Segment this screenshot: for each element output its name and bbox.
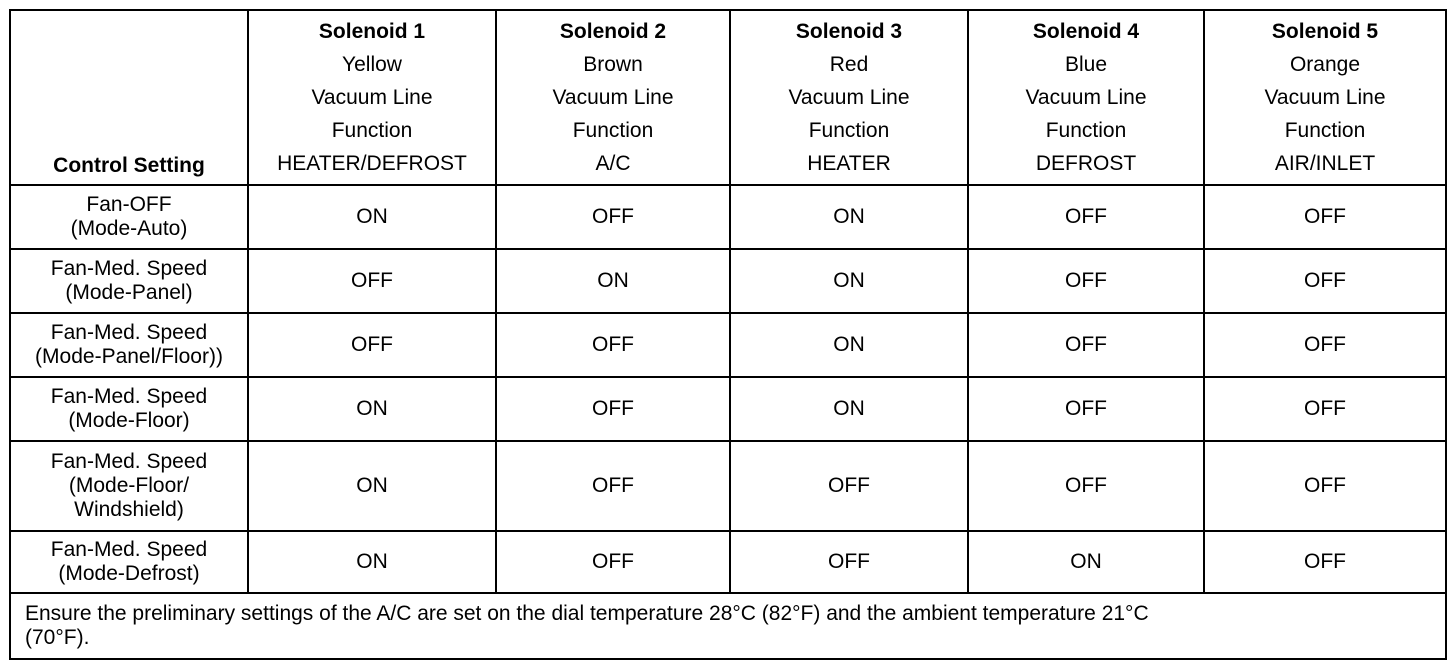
solenoid-state-cell: OFF [1204, 441, 1446, 531]
control-setting-cell [10, 441, 248, 531]
solenoid-state-cell: OFF [1204, 185, 1446, 249]
solenoid-state-cell: ON [730, 313, 968, 377]
control-setting-cell [10, 313, 248, 377]
solenoid-state-cell: OFF [496, 531, 730, 593]
solenoid-state-cell: OFF [1204, 531, 1446, 593]
table-row [10, 185, 1446, 249]
solenoid-function: DEFROST [1035, 152, 1137, 175]
solenoid-state-cell: OFF [968, 441, 1204, 531]
solenoid-state-cell: OFF [496, 185, 730, 249]
control-setting-cell [10, 249, 248, 313]
setting-line: Windshield) [74, 498, 184, 521]
solenoid-state-cell: OFF [730, 531, 968, 593]
setting-line: Fan-Med. Speed [50, 450, 208, 473]
setting-line: (Mode-Floor/ [68, 474, 190, 497]
control-setting-header: Control Setting [10, 10, 248, 185]
solenoid-function: A/C [595, 152, 631, 175]
control-setting-cell [10, 531, 248, 593]
solenoid-function: HEATER [807, 152, 891, 175]
solenoid-state-cell: OFF [968, 185, 1204, 249]
solenoid-state-cell: OFF [496, 377, 730, 441]
solenoid-state-cell: OFF [968, 377, 1204, 441]
note-row [10, 593, 1446, 659]
solenoid-function-label: Function [331, 119, 413, 142]
setting-line: Fan-Med. Speed [50, 538, 208, 561]
setting-line: Fan-Med. Speed [50, 385, 208, 408]
solenoid-color: Yellow [342, 53, 402, 76]
solenoid-title: Solenoid 2 [559, 20, 667, 43]
solenoid-state-cell: OFF [968, 249, 1204, 313]
solenoid-2-header [496, 10, 730, 185]
solenoid-state-cell: OFF [496, 441, 730, 531]
setting-line: Fan-Med. Speed [50, 257, 208, 280]
setting-line: (Mode-Defrost) [58, 562, 200, 585]
solenoid-state-cell: ON [248, 377, 496, 441]
solenoid-5-header [1204, 10, 1446, 185]
setting-line: Fan-Med. Speed [50, 321, 208, 344]
table-row [10, 377, 1446, 441]
solenoid-color: Brown [583, 53, 643, 76]
solenoid-title: Solenoid 3 [795, 20, 903, 43]
solenoid-state-cell: OFF [1204, 313, 1446, 377]
solenoid-state-cell: ON [730, 249, 968, 313]
solenoid-function-label: Function [572, 119, 654, 142]
document-page [9, 9, 1445, 660]
setting-line: (Mode-Panel/Floor)) [35, 345, 223, 368]
solenoid-state-cell: ON [248, 185, 496, 249]
solenoid-state-cell: ON [730, 185, 968, 249]
solenoid-4-header [968, 10, 1204, 185]
solenoid-function-label: Function [1045, 119, 1127, 142]
solenoid-title: Solenoid 4 [1032, 20, 1140, 43]
solenoid-state-cell: OFF [248, 313, 496, 377]
setting-line: Fan-OFF [86, 193, 172, 216]
solenoid-state-cell: ON [496, 249, 730, 313]
solenoid-title: Solenoid 1 [318, 20, 426, 43]
solenoid-function-table [9, 9, 1447, 660]
table-row [10, 531, 1446, 593]
solenoid-state-cell: OFF [730, 441, 968, 531]
table-row [10, 313, 1446, 377]
preliminary-settings-note [10, 593, 1446, 659]
solenoid-color: Orange [1289, 53, 1361, 76]
solenoid-1-header [248, 10, 496, 185]
solenoid-3-header [730, 10, 968, 185]
solenoid-state-cell: OFF [1204, 249, 1446, 313]
setting-line: (Mode-Floor) [68, 409, 190, 432]
solenoid-state-cell: OFF [968, 313, 1204, 377]
solenoid-title: Solenoid 5 [1271, 20, 1379, 43]
setting-line: (Mode-Panel) [65, 281, 193, 304]
setting-line: (Mode-Auto) [70, 217, 188, 240]
solenoid-color: Blue [1064, 53, 1108, 76]
solenoid-state-cell: OFF [496, 313, 730, 377]
solenoid-state-cell: ON [248, 441, 496, 531]
solenoid-function-label: Function [1284, 119, 1366, 142]
solenoid-state-cell: ON [248, 531, 496, 593]
solenoid-state-cell: OFF [1204, 377, 1446, 441]
solenoid-state-cell: ON [968, 531, 1204, 593]
solenoid-line: Vacuum Line [311, 86, 433, 109]
solenoid-function-label: Function [808, 119, 890, 142]
solenoid-function: AIR/INLET [1274, 152, 1376, 175]
control-setting-cell [10, 377, 248, 441]
header-row [10, 10, 1446, 185]
solenoid-line: Vacuum Line [1264, 86, 1386, 109]
solenoid-line: Vacuum Line [1025, 86, 1147, 109]
solenoid-function: HEATER/DEFROST [277, 152, 467, 175]
solenoid-state-cell: OFF [248, 249, 496, 313]
solenoid-line: Vacuum Line [552, 86, 674, 109]
solenoid-color: Red [829, 53, 869, 76]
note-text: Ensure the preliminary settings of the A/C are set on the dial temperature 28°C (82°F) and the ambient temperature 21°C (70°F). [25, 602, 1149, 649]
table-row [10, 249, 1446, 313]
control-setting-cell [10, 185, 248, 249]
table-row [10, 441, 1446, 531]
solenoid-state-cell: ON [730, 377, 968, 441]
solenoid-line: Vacuum Line [788, 86, 910, 109]
